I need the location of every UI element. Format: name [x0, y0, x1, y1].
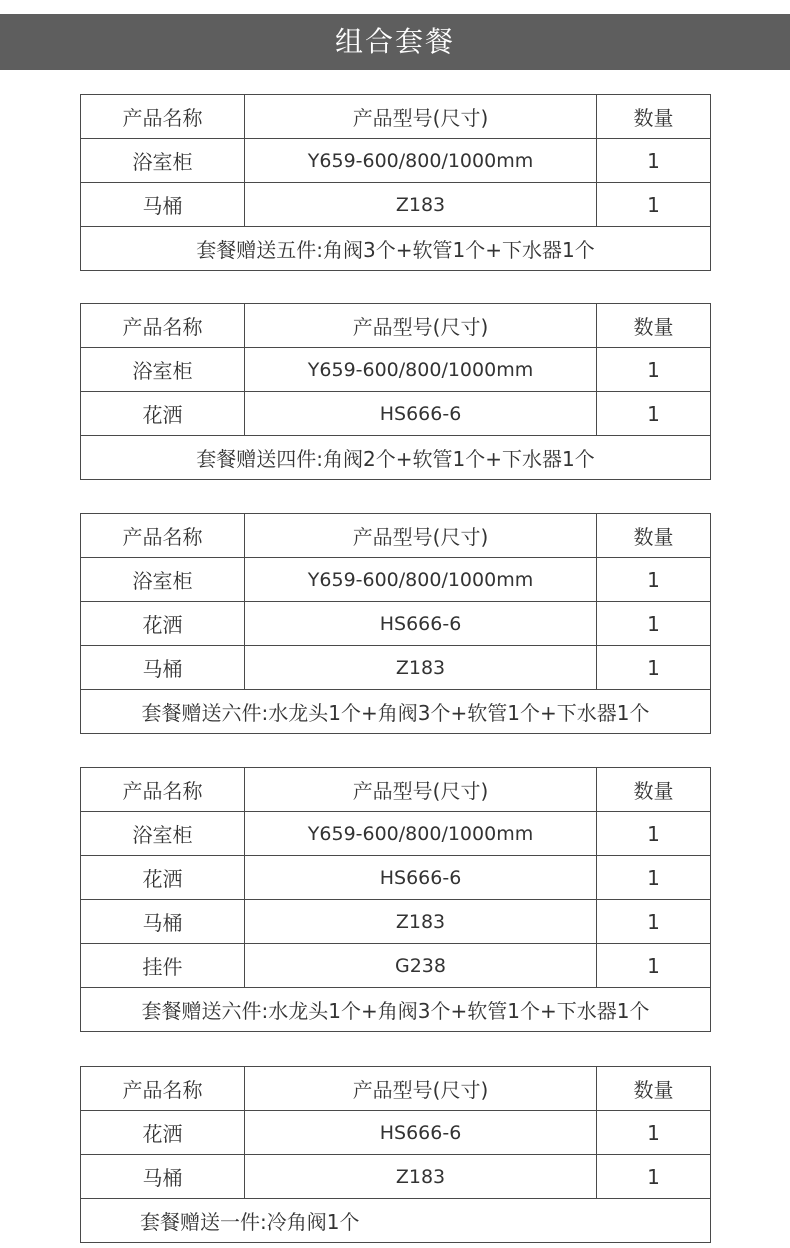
column-header-model: 产品型号(尺寸)	[245, 95, 597, 139]
gift-note: 套餐赠送五件:角阀3个+软管1个+下水器1个	[81, 227, 711, 271]
package-table-5	[80, 1066, 711, 1243]
column-header-qty: 数量	[597, 768, 711, 812]
product-model: Y659-600/800/1000mm	[245, 812, 597, 856]
product-name: 浴室柜	[81, 139, 245, 183]
product-model: Y659-600/800/1000mm	[245, 348, 597, 392]
product-qty: 1	[597, 944, 711, 988]
gift-row	[81, 1199, 711, 1243]
table-row	[81, 558, 711, 602]
gift-row	[81, 690, 711, 734]
column-header-name: 产品名称	[81, 768, 245, 812]
column-header-name: 产品名称	[81, 95, 245, 139]
product-qty: 1	[597, 900, 711, 944]
product-name: 花洒	[81, 392, 245, 436]
table-row	[81, 944, 711, 988]
gift-row	[81, 227, 711, 271]
product-name: 马桶	[81, 1155, 245, 1199]
page-title: 组合套餐	[0, 14, 790, 70]
product-name: 马桶	[81, 900, 245, 944]
table-row	[81, 602, 711, 646]
table-row	[81, 139, 711, 183]
table-row	[81, 812, 711, 856]
package-table-2	[80, 303, 711, 480]
column-header-model: 产品型号(尺寸)	[245, 768, 597, 812]
product-qty: 1	[597, 139, 711, 183]
package-table-4	[80, 767, 711, 1032]
table-row	[81, 392, 711, 436]
column-header-name: 产品名称	[81, 514, 245, 558]
table-row	[81, 348, 711, 392]
product-qty: 1	[597, 1155, 711, 1199]
product-model: Z183	[245, 646, 597, 690]
table-row	[81, 183, 711, 227]
product-qty: 1	[597, 856, 711, 900]
table-header-row	[81, 514, 711, 558]
product-name: 浴室柜	[81, 348, 245, 392]
product-name: 浴室柜	[81, 812, 245, 856]
column-header-model: 产品型号(尺寸)	[245, 514, 597, 558]
product-name: 花洒	[81, 1111, 245, 1155]
gift-note: 套餐赠送一件:冷角阀1个	[81, 1199, 711, 1243]
product-model: Z183	[245, 1155, 597, 1199]
gift-note: 套餐赠送四件:角阀2个+软管1个+下水器1个	[81, 436, 711, 480]
column-header-name: 产品名称	[81, 304, 245, 348]
product-name: 浴室柜	[81, 558, 245, 602]
table-row	[81, 856, 711, 900]
table-header-row	[81, 768, 711, 812]
product-name: 马桶	[81, 183, 245, 227]
table-row	[81, 1111, 711, 1155]
column-header-qty: 数量	[597, 1067, 711, 1111]
product-model: HS666-6	[245, 1111, 597, 1155]
product-qty: 1	[597, 1111, 711, 1155]
package-table-1	[80, 94, 711, 271]
product-model: Z183	[245, 183, 597, 227]
product-model: G238	[245, 944, 597, 988]
gift-row	[81, 988, 711, 1032]
column-header-qty: 数量	[597, 514, 711, 558]
product-qty: 1	[597, 183, 711, 227]
gift-note: 套餐赠送六件:水龙头1个+角阀3个+软管1个+下水器1个	[81, 690, 711, 734]
column-header-qty: 数量	[597, 304, 711, 348]
product-name: 马桶	[81, 646, 245, 690]
product-model: HS666-6	[245, 602, 597, 646]
gift-row	[81, 436, 711, 480]
product-name: 挂件	[81, 944, 245, 988]
column-header-name: 产品名称	[81, 1067, 245, 1111]
product-model: HS666-6	[245, 392, 597, 436]
package-table-3	[80, 513, 711, 734]
product-qty: 1	[597, 602, 711, 646]
product-model: Y659-600/800/1000mm	[245, 139, 597, 183]
column-header-model: 产品型号(尺寸)	[245, 1067, 597, 1111]
column-header-model: 产品型号(尺寸)	[245, 304, 597, 348]
product-name: 花洒	[81, 602, 245, 646]
table-row	[81, 1155, 711, 1199]
table-header-row	[81, 304, 711, 348]
product-qty: 1	[597, 558, 711, 602]
product-model: Z183	[245, 900, 597, 944]
table-row	[81, 900, 711, 944]
product-qty: 1	[597, 646, 711, 690]
product-qty: 1	[597, 812, 711, 856]
product-qty: 1	[597, 348, 711, 392]
table-header-row	[81, 95, 711, 139]
table-row	[81, 646, 711, 690]
column-header-qty: 数量	[597, 95, 711, 139]
product-qty: 1	[597, 392, 711, 436]
product-model: HS666-6	[245, 856, 597, 900]
gift-note: 套餐赠送六件:水龙头1个+角阀3个+软管1个+下水器1个	[81, 988, 711, 1032]
product-name: 花洒	[81, 856, 245, 900]
product-model: Y659-600/800/1000mm	[245, 558, 597, 602]
table-header-row	[81, 1067, 711, 1111]
